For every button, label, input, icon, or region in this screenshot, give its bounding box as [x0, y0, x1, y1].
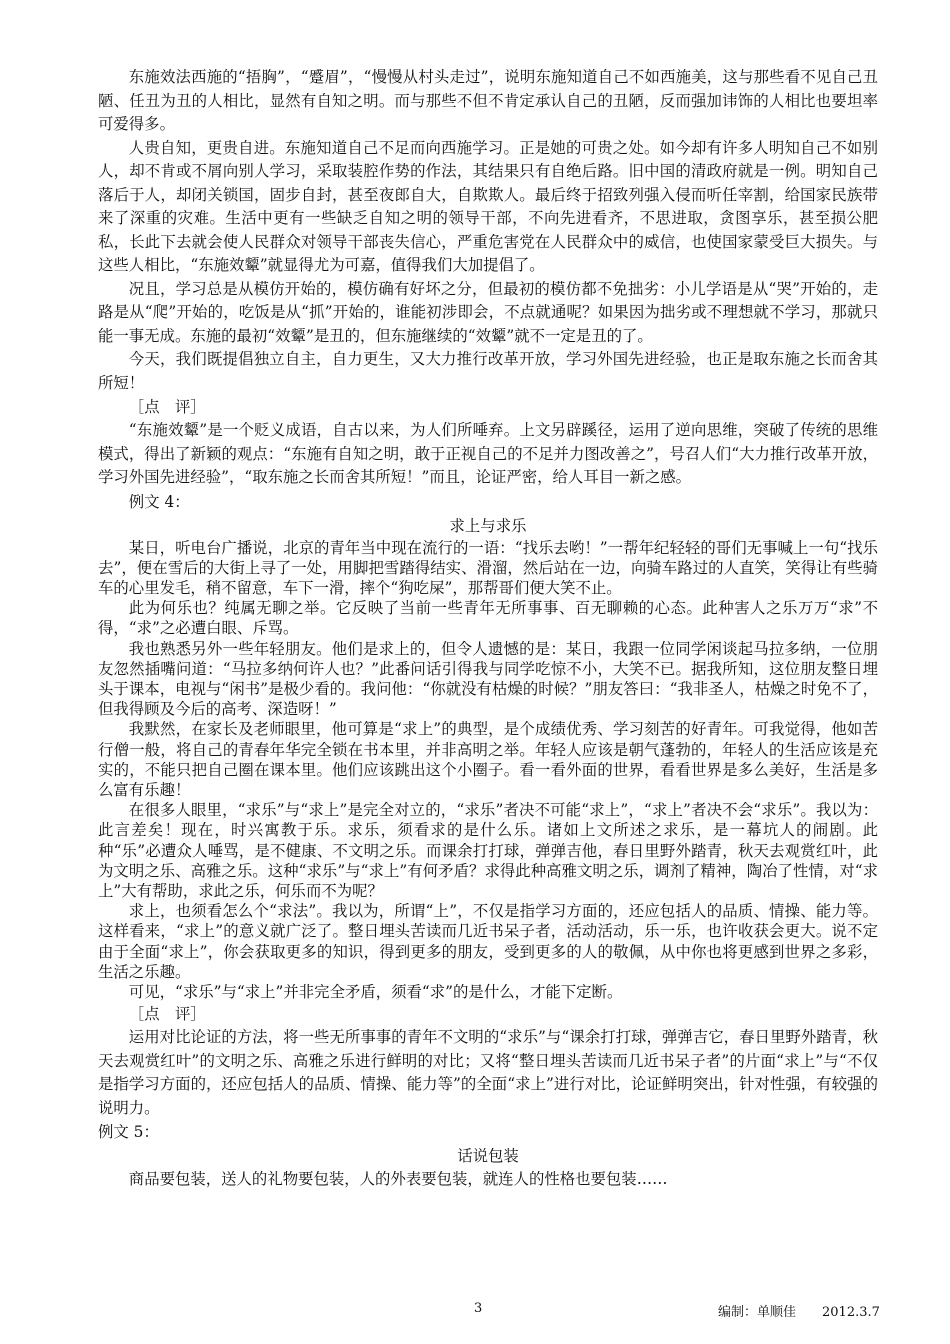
example-4-paragraph-6: 求上，也须看怎么个“求法”。我以为，所谓“上”，不仅是指学习方面的，还应包括人的品质、情操、能力等。这样看来，“求上”的意义就广泛了。整日埋头苦读而几近书呆子者，活动活动，乐一乐，也许收获会更大。说不定由于全面“求上”，你会获取更多的知识，得到更多的朋友，受到更多的人的敬佩，从中你也将更感到世界之多彩，生活之乐趣。	[98, 902, 878, 981]
paragraph-2: 人贵自知，更贵自进。东施知道自己不足而向西施学习。正是她的可贵之处。如今却有许多人明知自己不如别人，却不肯或不屑向别人学习，采取装腔作势的作法，其结果只有自绝后路。旧中国的清政府就是一例。明知自己落后于人，却闭关锁国，固步自封，甚至夜郎自大，自欺欺人。最后终于招致列强入侵而听任宰割，给国家民族带来了深重的灾难。生活中更有一些缺乏自知之明的领导干部，不向先进看齐，不思进取，贪图享乐，甚至损公肥私，长此下去就会使人民群众对领导干部丧失信心，严重危害党在人民群众中的威信，也使国家蒙受巨大损失。与这些人相比，“东施效颦”就显得尤为可嘉，值得我们大加提倡了。	[98, 138, 878, 274]
example-4-paragraph-5: 在很多人眼里，“求乐”与“求上”是完全对立的，“求乐”者决不可能“求上”，“求上”者决不会“求乐”。我以为：此言差矣！现在，时兴寓教于乐。求乐，须看求的是什么乐。诸如上文所述之求乐，是一幕坑人的闹剧。此种“乐”必遭众人唾骂，是不健康、不文明之乐。而课余打打球，弹弹吉他，春日里野外踏青，秋天去观赏红叶，此为文明之乐、高雅之乐。这种“求乐”与“求上”有何矛盾？求得此种高雅文明之乐，调剂了精神，陶冶了性情，对“求上”大有帮助，求此之乐，何乐而不为呢？	[98, 801, 878, 900]
example-4-paragraph-7: 可见，“求乐”与“求上”并非完全矛盾，须看“求”的是什么，才能下定断。	[128, 982, 623, 1001]
editor-credit: 编制：单顺佳 2012.3.7	[718, 1305, 880, 1320]
review-1-label: ［点 评］	[128, 398, 206, 416]
document-page	[98, 66, 878, 1192]
review-2-text: 运用对比论证的方法，将一些无所事事的青年不文明的“求乐”与“课余打打球，弹弹吉它，春日里野外踏青，秋天去观赏红叶”的文明之乐、高雅之乐进行鲜明的对比；又将“整日埋头苦读而几近书呆子者”的片面“求上”与“不仅是指学习方面的，还应包括人的品质、情操、能力等”的全面“求上”进行对比，论证鲜明突出，针对性强，有较强的说明力。	[98, 1028, 878, 1117]
example-4-paragraph-2: 此为何乐也？纯属无聊之举。它反映了当前一些青年无所事事、百无聊赖的心态。此种害人之乐万万“求”不得，“求”之必遭白眼、斥骂。	[98, 599, 878, 638]
paragraph-4: 今天，我们既提倡独立自主，自力更生，又大力推行改革开放，学习外国先进经验，也正是取东施之长而舍其所短！	[98, 350, 878, 392]
example-5-paragraph: 商品要包装，送人的礼物要包装，人的外表要包装，就连人的性格也要包装……	[128, 1170, 668, 1189]
example-4-paragraph-1: 某日，听电台广播说，北京的青年当中现在流行的一语：“找乐去哟！”一帮年纪轻轻的哥们无事喊上一句“找乐去”，便在雪后的大街上寻了一处，用脚把雪踏得结实、滑溜，然后站在一边，向骑车路过的人直笑，笑得让有些骑车的心里发毛，稍不留意，车下一滑，摔个“狗吃屎”，那帮哥们便大笑不止。	[98, 538, 878, 597]
paragraph-1: 东施效法西施的“捂胸”，“蹙眉”，“慢慢从村头走过”，说明东施知道自己不如西施美，这与那些看不见自己丑陋、任丑为丑的人相比，显然有自知之明。而与那些不但不肯定承认自己的丑陋，反而强加讳饰的人相比也要坦率可爱得多。	[98, 68, 878, 133]
review-1-text: “东施效颦”是一个贬义成语，自古以来，为人们所唾弃。上文另辟蹊径，运用了逆向思维，突破了传统的思维模式，得出了新颖的观点：“东施有自知之明，敢于正视自己的不足并力图改善之”，号召人们“大力推行改革开放，学习外国先进经验”，“取东施之长而舍其所短！”而且，论证严密，给人耳目一新之感。	[98, 421, 878, 486]
page-number: 3	[474, 1301, 483, 1316]
review-2-label: ［点 评］	[128, 1005, 206, 1024]
example-5-title: 话说包装	[457, 1147, 519, 1166]
example-4-paragraph-3: 我也熟悉另外一些年轻朋友。他们是求上的，但令人遗憾的是：某日，我跟一位同学闲谈起马拉多纳，一位朋友忽然插嘴问道：“马拉多纳何许人也？”此番问话引得我与同学吃惊不小，大笑不已。据我所知，这位朋友整日埋头于课本，电视与“闲书”是极少看的。我问他：“你就没有枯燥的时候？”朋友答曰：“我非圣人，枯燥之时免不了，但我得顾及今后的高考、深造呀！”	[98, 639, 878, 719]
paragraph-3: 况且，学习总是从模仿开始的，模仿确有好坏之分，但最初的模仿都不免拙劣：小儿学语是从“哭”开始的，走路是从“爬”开始的，吃饭是从“抓”开始的，谁能初涉即会，不点就通呢？如果因为拙劣或不理想就不学习，那就只能一事无成。东施的最初“效颦”是丑的，但东施继续的“效颦”就不一定是丑的了。	[98, 279, 878, 345]
example-4-title: 求上与求乐	[449, 516, 527, 535]
example-4-paragraph-4: 我默然，在家长及老师眼里，他可算是“求上”的典型，是个成绩优秀、学习刻苦的好青年。可我觉得，他如苦行僧一般，将自己的青春年华完全锁在书本里，并非高明之举。年轻人应该是朝气蓬勃的，年轻人的生活应该是充实的，不能只把自己圈在课本里。他们应该跳出这个小圈子。看一看外面的世界，看看世界是多么美好，生活是多么富有乐趣！	[98, 720, 878, 799]
example-5-label: 例文 5：	[98, 1123, 159, 1142]
page-footer	[0, 1301, 950, 1321]
example-4-label: 例文 4：	[128, 492, 190, 511]
